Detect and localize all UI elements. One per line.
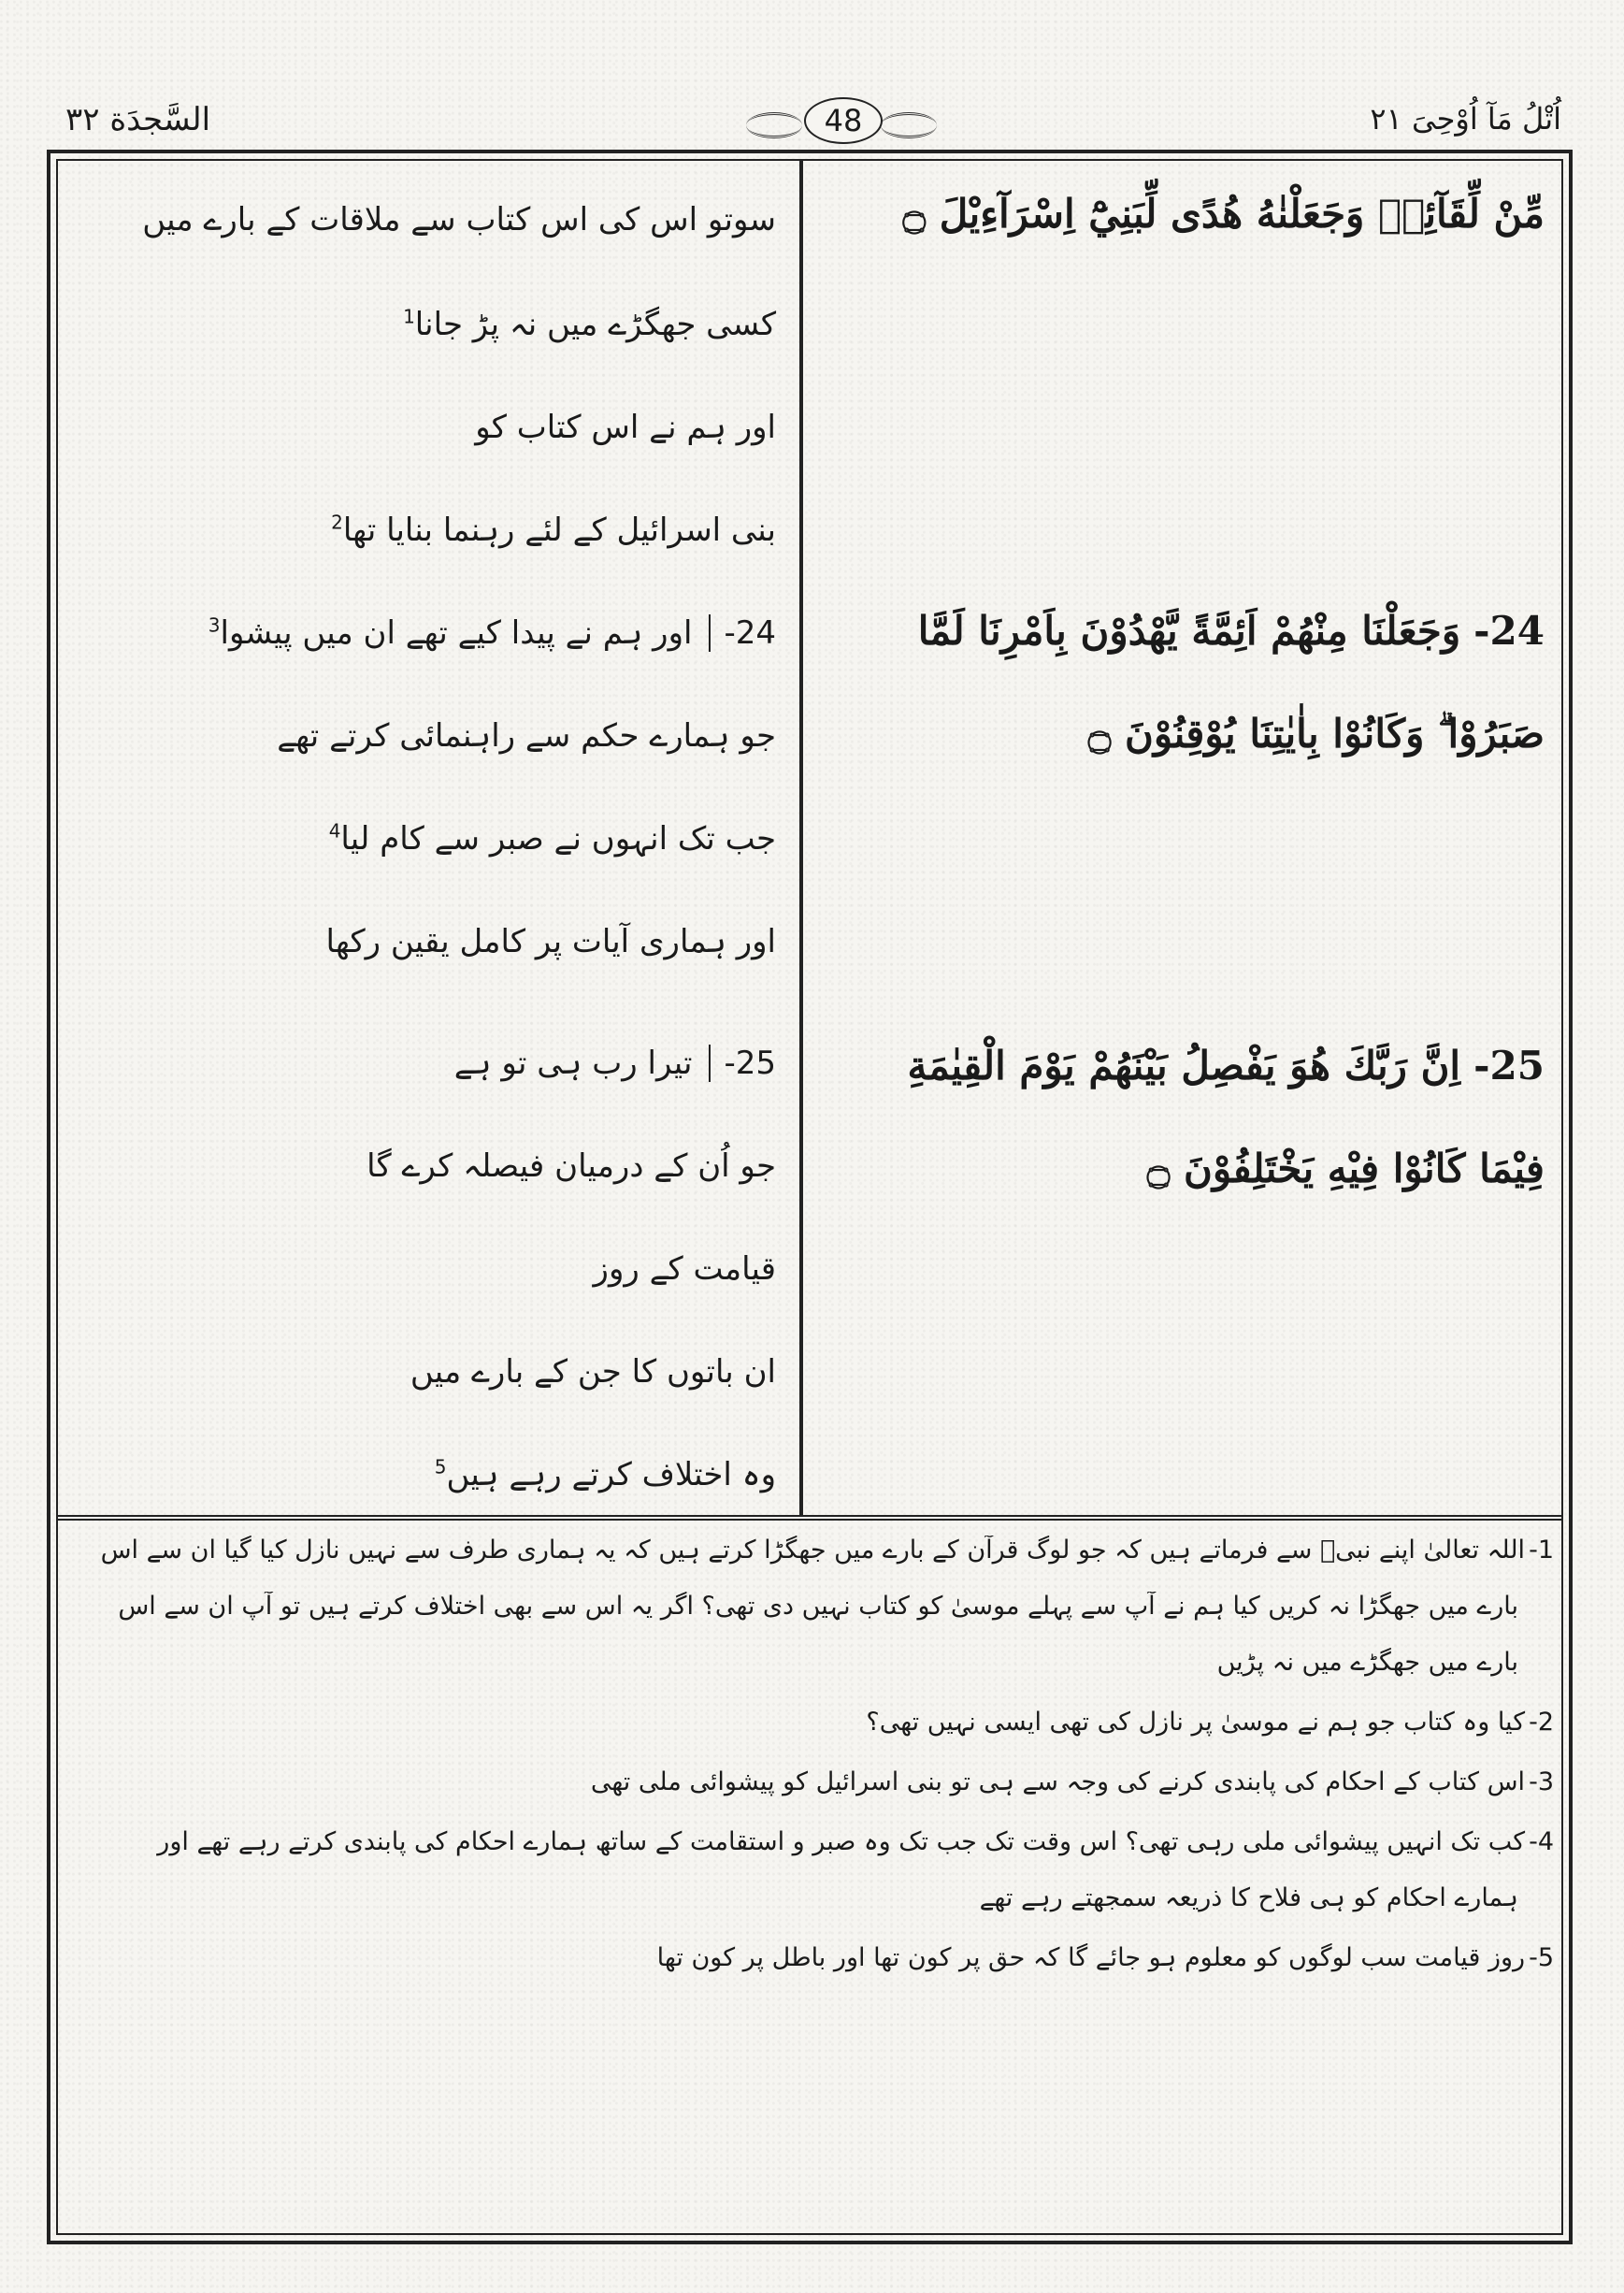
urdu-text: جب تک انہوں نے صبر سے کام لیا	[340, 820, 776, 858]
arabic-text: اِنَّ رَبَّكَ هُوَ يَفْصِلُ بَيْنَهُمْ يَوْمَ الْقِيٰمَةِ	[907, 1043, 1461, 1089]
page-number-ornament	[739, 97, 944, 144]
arabic-column	[806, 168, 1554, 1506]
urdu-line	[84, 200, 776, 238]
footnote-text: ہمارے احکام کو ہی فلاح کا ذریعہ سمجھتے رہے تھے	[979, 1883, 1518, 1912]
arabic-line	[815, 1146, 1545, 1191]
urdu-line	[84, 613, 776, 652]
footnote-1-cont	[69, 1592, 1518, 1621]
footnote-ref: 4	[328, 819, 341, 843]
footnote-text: اس کتاب کے احکام کی پابندی کرنے کی وجہ سے ہی تو بنی اسرائیل کو پیشوائی ملی تھی	[590, 1767, 1526, 1796]
urdu-text: تیرا رب ہی تو ہے	[453, 1045, 693, 1082]
verse-number: 24-	[709, 614, 776, 652]
urdu-text: سوتو اس کی اس کتاب سے ملاقات کے بارے میں	[142, 201, 776, 238]
arabic-line	[815, 711, 1545, 757]
footnote-text: بارے میں جھگڑا نہ کریں کیا ہم نے آپ سے پہلے موسیٰ کو کتاب نہیں دی تھی؟ اگر یہ اس سے بھی اختلاف کرتے ہیں تو آپ ان سے اس	[118, 1592, 1518, 1621]
para-title: اُتْلُ مَآ اُوْحِیَ ٢١	[1370, 101, 1561, 137]
footnote-number: 4-	[1529, 1827, 1554, 1856]
column-divider	[799, 161, 803, 1515]
urdu-line	[84, 408, 776, 446]
verse-number: 24-	[1473, 608, 1545, 654]
arabic-text: فِيْمَا كَانُوْا فِيْهِ يَخْتَلِفُوْنَ ۝	[1146, 1146, 1545, 1191]
footnote-text: بارے میں جھگڑے میں نہ پڑیں	[1216, 1648, 1518, 1677]
arabic-line	[815, 1043, 1545, 1089]
arabic-text: مِّنْ لِّقَآئِهٖ وَجَعَلْنٰهُ هُدًى لِّبَنِيْٓ اِسْرَآءِيْلَ ۝	[902, 191, 1545, 237]
footnote-number: 5-	[1529, 1943, 1554, 1972]
urdu-text: اور ہم نے پیدا کیے تھے ان میں پیشوا	[220, 614, 693, 652]
footnote-2	[65, 1708, 1554, 1737]
urdu-text: قیامت کے روز	[593, 1250, 776, 1288]
urdu-text: جو اُن کے درمیان فیصلہ کرے گا	[366, 1147, 776, 1185]
page-header	[56, 94, 1571, 150]
arabic-text: وَجَعَلْنَا مِنْهُمْ اَئِمَّةً يَّهْدُوْنَ بِاَمْرِنَا لَمَّا	[917, 608, 1461, 654]
footnote-4	[65, 1827, 1554, 1856]
footnote-text: کیا وہ کتاب جو ہم نے موسیٰ پر نازل کی تھی ایسی نہیں تھی؟	[866, 1708, 1526, 1737]
footnote-1-cont	[69, 1648, 1518, 1677]
footnote-4-cont	[69, 1883, 1518, 1912]
urdu-line	[84, 716, 776, 755]
footnote-ref: 5	[434, 1455, 447, 1478]
ornament-left-icon	[746, 112, 802, 138]
footnote-text: اللہ تعالیٰ اپنے نبیؐ سے فرماتے ہیں کہ جو لوگ قرآن کے بارے میں جھگڑا کرتے ہیں کہ یہ ہماری طرف سے نہیں نازل کیا گیا ان سے اس	[100, 1536, 1526, 1565]
footnote-1	[65, 1536, 1554, 1565]
footnote-number: 3-	[1529, 1767, 1554, 1796]
verse-number: 25-	[709, 1045, 776, 1082]
arabic-line	[815, 608, 1545, 654]
urdu-line	[84, 1146, 776, 1185]
footnote-number: 2-	[1529, 1708, 1554, 1737]
footnote-ref: 2	[331, 511, 343, 534]
footnote-text: روز قیامت سب لوگوں کو معلوم ہو جائے گا کہ حق پر کون تھا اور باطل پر کون تھا	[656, 1943, 1526, 1972]
urdu-line	[84, 1249, 776, 1288]
urdu-text: وہ اختلاف کرتے رہے ہیں	[446, 1456, 776, 1493]
footnote-ref: 1	[403, 305, 415, 328]
arabic-line	[815, 191, 1545, 237]
urdu-text: بنی اسرائیل کے لئے رہنما بنایا تھا	[342, 512, 776, 549]
surah-title: السَّجدَة ٣٢	[65, 101, 211, 138]
urdu-column	[65, 168, 795, 1506]
urdu-line	[84, 819, 776, 858]
urdu-line	[84, 511, 776, 549]
footnote-ref: 3	[208, 613, 221, 637]
urdu-text: اور ہماری آیات پر کامل یقین رکھا	[325, 923, 776, 960]
urdu-line	[84, 305, 776, 343]
arabic-text: صَبَرُوْا ۗ وَكَانُوْا بِاٰيٰتِنَا يُوْقِنُوْنَ ۝	[1087, 711, 1545, 757]
verse-number: 25-	[1473, 1043, 1545, 1089]
footnote-5	[65, 1943, 1554, 1972]
footnote-3	[65, 1767, 1554, 1796]
urdu-line	[84, 1352, 776, 1391]
urdu-text: اور ہم نے اس کتاب کو	[475, 409, 776, 446]
footnote-divider	[58, 1515, 1561, 1521]
urdu-line	[84, 1455, 776, 1493]
ornament-right-icon	[881, 112, 937, 138]
page-number: 48	[804, 97, 883, 144]
urdu-text: جو ہمارے حکم سے راہنمائی کرتے تھے	[277, 717, 776, 755]
footnote-number: 1-	[1529, 1536, 1554, 1565]
footnotes	[65, 1530, 1554, 2222]
urdu-text: ان باتوں کا جن کے بارے میں	[410, 1353, 776, 1391]
urdu-text: کسی جھگڑے میں نہ پڑ جانا	[414, 306, 776, 343]
footnote-text: کب تک انہیں پیشوائی ملی رہی تھی؟ اس وقت تک جب تک وہ صبر و استقامت کے ساتھ ہمارے احکام کی پابندی کرتے رہے تھے اور	[157, 1827, 1526, 1856]
urdu-line	[84, 922, 776, 960]
urdu-line	[84, 1044, 776, 1082]
